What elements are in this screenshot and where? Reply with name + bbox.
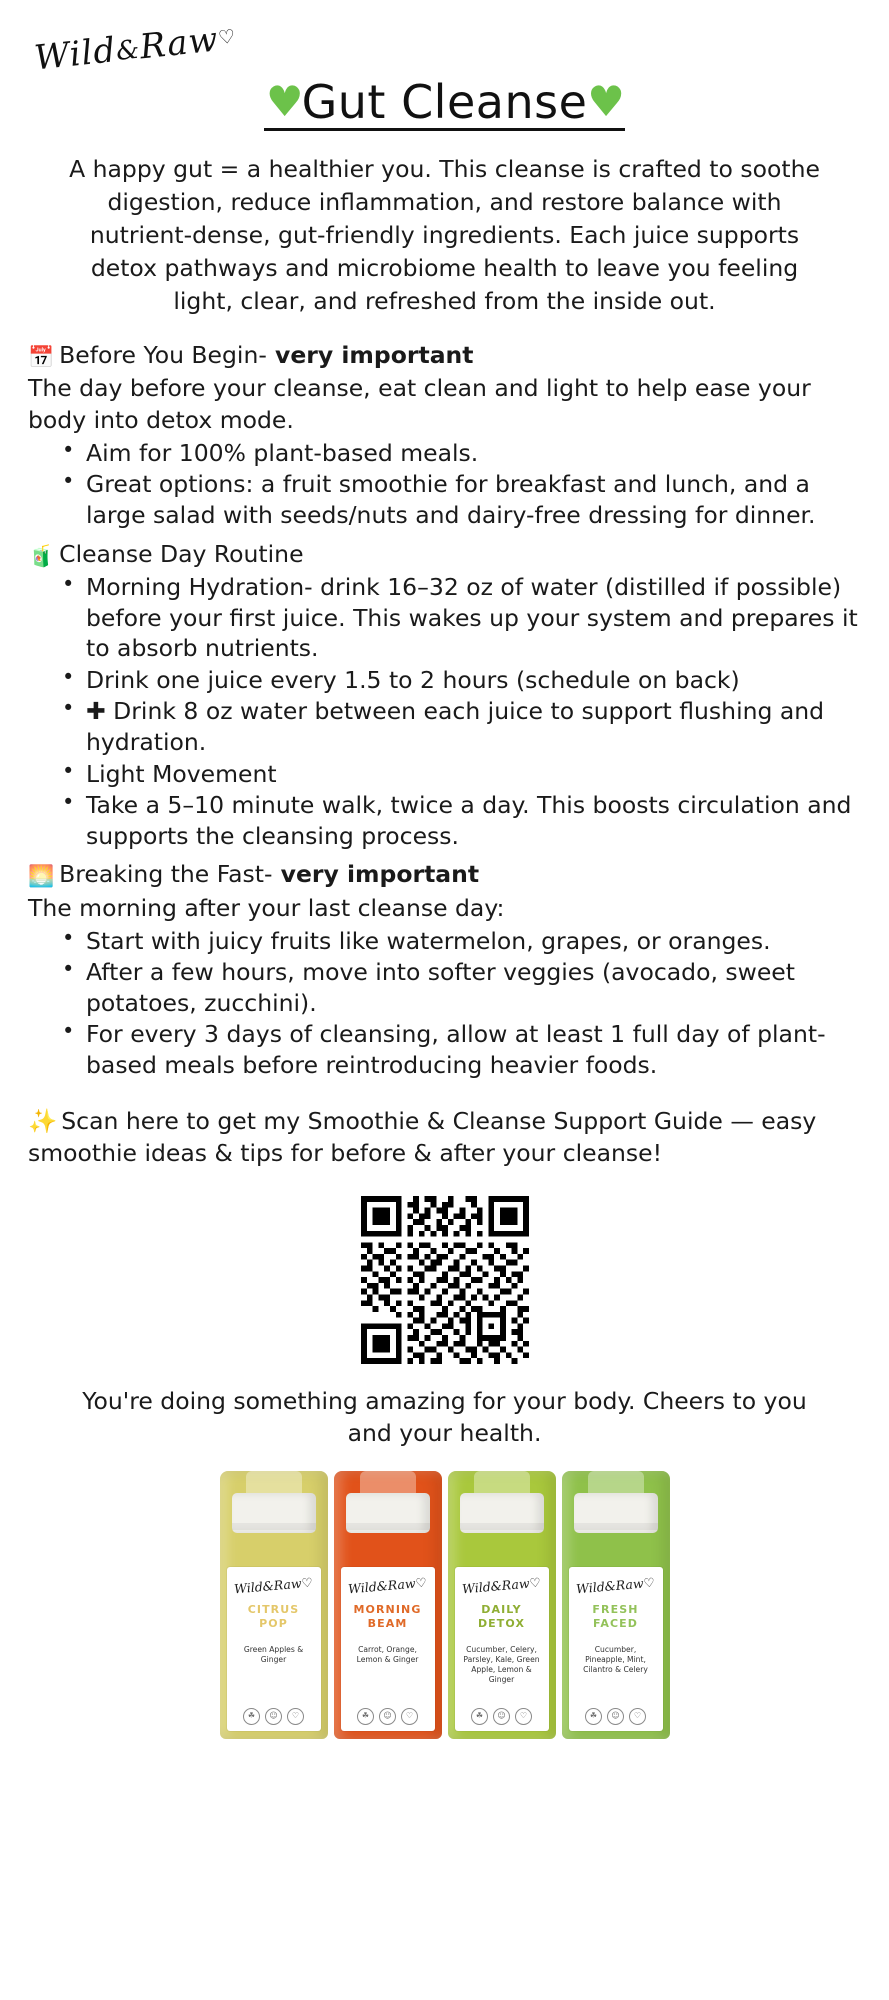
heart-icon-left: ♥ <box>265 77 302 127</box>
bottle-label <box>341 1567 435 1731</box>
bottle-citrus-pop <box>220 1471 328 1739</box>
bottle-morning-beam <box>334 1471 442 1739</box>
section-cleanse-day-routine <box>28 539 861 852</box>
section-heading-text: Cleanse Day Routine <box>59 539 304 568</box>
label-ingredients: Carrot, Orange, Lemon & Ginger <box>356 1644 419 1664</box>
heart-icon: ♡ <box>287 1708 304 1725</box>
section-heading <box>28 340 861 372</box>
bottle-cap <box>346 1493 430 1533</box>
section-heading-text: Breaking the Fast- <box>59 860 273 889</box>
smile-icon: ☺ <box>379 1708 396 1725</box>
list-item: • After a few hours, move into softer veggies (avocado, sweet potatoes, zucchini). <box>82 957 861 1018</box>
list-item: • Drink one juice every 1.5 to 2 hours (schedule on back) <box>82 665 861 696</box>
page-title-text: Gut Cleanse <box>301 75 588 129</box>
sunrise-icon: 🌅 <box>28 864 55 889</box>
label-ingredients: Green Apples & Ginger <box>243 1644 304 1664</box>
section-subtext: The day before your cleanse, eat clean and light to help ease your body into detox mode. <box>28 374 811 435</box>
bottle-label <box>569 1567 663 1731</box>
section-heading <box>28 859 861 891</box>
label-product-name: DAILY DETOX <box>477 1603 526 1630</box>
bottle-lineup <box>28 1471 861 1739</box>
leaf-icon: ☘ <box>585 1708 602 1725</box>
scan-instruction <box>28 1106 861 1169</box>
list-item: • Take a 5–10 minute walk, twice a day. This boosts circulation and supports the cleansing process. <box>82 790 861 851</box>
label-ingredients: Cucumber, Pineapple, Mint, Cilantro & Celery <box>583 1644 648 1675</box>
bullet-list <box>28 926 861 1081</box>
section-heading-text: Before You Begin- <box>59 340 267 369</box>
section-heading-emphasis: very important <box>272 860 480 889</box>
section-heading <box>28 539 861 571</box>
list-item: • ✚ Drink 8 oz water between each juice to support flushing and hydration. <box>82 696 861 757</box>
label-badge-icons <box>227 1708 321 1725</box>
label-badge-icons <box>341 1708 435 1725</box>
list-item: • Start with juicy fruits like watermelon, grapes, or oranges. <box>82 926 861 957</box>
smile-icon: ☺ <box>265 1708 282 1725</box>
bottle-cap <box>232 1493 316 1533</box>
bottle-fresh-faced <box>562 1471 670 1739</box>
bottle-cap <box>460 1493 544 1533</box>
label-product-name: CITRUS POP <box>247 1603 300 1630</box>
qr-code[interactable] <box>361 1196 529 1364</box>
closing-message: You're doing something amazing for your body. Cheers to you and your health. <box>82 1386 807 1447</box>
leaf-icon: ☘ <box>357 1708 374 1725</box>
calendar-icon: 📅 <box>28 344 55 369</box>
list-item: • Morning Hydration- drink 16–32 oz of water (distilled if possible) before your first juice. This wakes up your system and prepares it to absorb nutrients. <box>82 572 861 664</box>
leaf-icon: ☘ <box>471 1708 488 1725</box>
heart-icon: ♡ <box>401 1708 418 1725</box>
juice-box-icon: 🧃 <box>28 543 55 568</box>
section-heading-emphasis: very important <box>266 340 474 369</box>
list-item: • For every 3 days of cleansing, allow at least 1 full day of plant-based meals before reintroducing heavier foods. <box>82 1019 861 1080</box>
bottle-label <box>455 1567 549 1731</box>
label-badge-icons <box>455 1708 549 1725</box>
heart-icon-right: ♥ <box>587 77 624 127</box>
bottle-daily-detox <box>448 1471 556 1739</box>
smile-icon: ☺ <box>493 1708 510 1725</box>
bullet-list <box>28 438 861 531</box>
heart-icon: ♡ <box>515 1708 532 1725</box>
scan-instruction-text: Scan here to get my Smoothie & Cleanse Support Guide — easy smoothie ideas & tips for before & after your cleanse! <box>28 1107 817 1168</box>
section-subtext: The morning after your last cleanse day: <box>28 893 505 922</box>
label-product-name: FRESH FACED <box>592 1603 639 1630</box>
smile-icon: ☺ <box>607 1708 624 1725</box>
section-breaking-the-fast <box>28 859 861 1080</box>
list-item: • Light Movement <box>82 759 861 790</box>
label-badge-icons <box>569 1708 663 1725</box>
bottle-label <box>227 1567 321 1731</box>
sparkle-icon: ✨ <box>28 1107 58 1136</box>
intro-paragraph: A happy gut = a healthier you. This cleanse is crafted to soothe digestion, reduce inflammation, and restore balance with nutrient-dense, gut-friendly ingredients. Each juice supports detox pathways and microbiome health to leave you feeling light, clear, and refreshed from the inside out. <box>69 155 820 315</box>
label-product-name: MORNING BEAM <box>353 1603 422 1630</box>
list-item: • Great options: a fruit smoothie for breakfast and lunch, and a large salad with seeds/nuts and dairy-free dressing for dinner. <box>82 469 861 530</box>
bottle-cap <box>574 1493 658 1533</box>
label-brand-logo: Wild&Raw♡ <box>347 1574 428 1597</box>
label-brand-logo: Wild&Raw♡ <box>233 1574 314 1597</box>
brand-logo <box>32 19 238 102</box>
heart-icon: ♡ <box>629 1708 646 1725</box>
section-before-you-begin <box>28 340 861 531</box>
label-ingredients: Cucumber, Celery, Parsley, Kale, Green Apple, Lemon & Ginger <box>463 1644 540 1685</box>
bullet-list <box>28 572 861 851</box>
qr-code-container <box>28 1196 861 1364</box>
leaf-icon: ☘ <box>243 1708 260 1725</box>
label-brand-logo: Wild&Raw♡ <box>575 1574 656 1597</box>
label-brand-logo: Wild&Raw♡ <box>461 1574 542 1597</box>
brand-logo-text: Wild&Raw♡ <box>32 19 238 79</box>
list-item: • Aim for 100% plant-based meals. <box>82 438 861 469</box>
